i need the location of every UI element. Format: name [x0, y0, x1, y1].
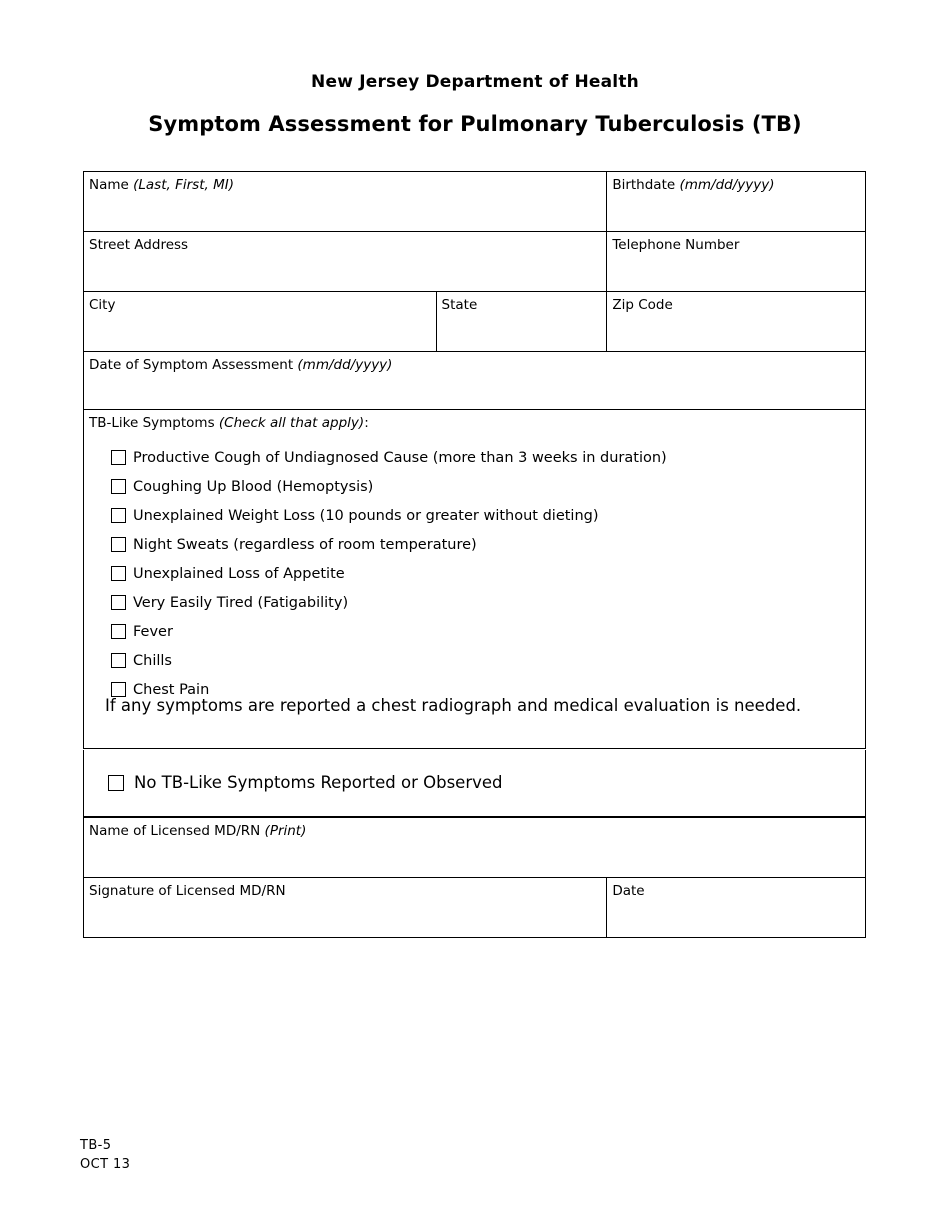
- checkbox-icon[interactable]: [111, 566, 126, 581]
- symptom-label: Productive Cough of Undiagnosed Cause (more than 3 weeks in duration): [133, 449, 667, 466]
- field-street-address[interactable]: [84, 232, 606, 291]
- footer: [80, 1136, 130, 1174]
- symptom-label: Coughing Up Blood (Hemoptysis): [133, 478, 374, 495]
- field-name-label: Name (Last, First, MI): [89, 177, 234, 193]
- symptom-checkbox-list: [89, 443, 865, 704]
- field-assessment-date-label: Date of Symptom Assessment (mm/dd/yyyy): [89, 357, 393, 373]
- row-signature-date: [83, 877, 866, 938]
- field-state[interactable]: [436, 292, 607, 351]
- symptom-item[interactable]: [111, 588, 865, 617]
- symptom-item[interactable]: [111, 472, 865, 501]
- field-street-address-label: Street Address: [89, 237, 189, 253]
- field-telephone-label: Telephone Number: [612, 237, 740, 253]
- checkbox-icon[interactable]: [111, 508, 126, 523]
- checkbox-icon[interactable]: [111, 624, 126, 639]
- symptom-label: Chills: [133, 652, 172, 669]
- patient-form-table: [83, 171, 866, 938]
- symptom-label: Very Easily Tired (Fatigability): [133, 594, 349, 611]
- form-revision: OCT 13: [80, 1157, 131, 1172]
- symptom-label: Unexplained Weight Loss (10 pounds or greater without dieting): [133, 507, 599, 524]
- field-signature-label: Signature of Licensed MD/RN: [89, 883, 286, 899]
- checkbox-icon[interactable]: [111, 479, 126, 494]
- field-state-label: State: [441, 297, 478, 313]
- field-city[interactable]: [84, 292, 436, 351]
- checkbox-icon[interactable]: [111, 450, 126, 465]
- symptom-item[interactable]: [111, 530, 865, 559]
- field-city-label: City: [89, 297, 116, 313]
- symptoms-section: [83, 409, 866, 749]
- field-zip-code-label: Zip Code: [612, 297, 673, 313]
- symptom-label: Night Sweats (regardless of room temperature): [133, 536, 477, 553]
- symptom-item[interactable]: [111, 646, 865, 675]
- field-signature-date-label: Date: [612, 883, 645, 899]
- row-city-state-zip: [83, 291, 866, 351]
- symptoms-note: If any symptoms are reported a chest radiograph and medical evaluation is needed.: [105, 696, 802, 715]
- symptoms-heading: TB-Like Symptoms (Check all that apply):: [89, 415, 369, 431]
- row-name-birthdate: [83, 171, 866, 231]
- field-birthdate[interactable]: [606, 172, 865, 231]
- symptom-item[interactable]: [111, 443, 865, 472]
- row-print-name: [83, 817, 866, 877]
- field-telephone[interactable]: [606, 232, 865, 291]
- row-address-telephone: [83, 231, 866, 291]
- field-assessment-date[interactable]: [84, 352, 865, 409]
- no-symptoms-section[interactable]: [83, 750, 866, 817]
- symptom-label: Fever: [133, 623, 173, 640]
- symptom-item[interactable]: [111, 617, 865, 646]
- field-zip-code[interactable]: [606, 292, 865, 351]
- checkbox-icon[interactable]: [111, 682, 126, 697]
- field-birthdate-label: Birthdate (mm/dd/yyyy): [612, 177, 775, 193]
- checkbox-icon[interactable]: [111, 595, 126, 610]
- symptom-item[interactable]: [111, 501, 865, 530]
- field-signature-date[interactable]: [606, 878, 865, 937]
- row-assessment-date: [83, 351, 866, 409]
- checkbox-icon[interactable]: [111, 653, 126, 668]
- field-print-name[interactable]: [84, 818, 865, 877]
- form-id: TB-5: [80, 1138, 112, 1153]
- field-name[interactable]: [84, 172, 606, 231]
- checkbox-icon[interactable]: [108, 775, 124, 791]
- symptom-item[interactable]: [111, 559, 865, 588]
- field-print-name-label: Name of Licensed MD/RN (Print): [89, 823, 307, 839]
- checkbox-icon[interactable]: [111, 537, 126, 552]
- symptom-label: Chest Pain: [133, 681, 210, 698]
- organization-title: New Jersey Department of Health: [311, 72, 639, 92]
- document-title: Symptom Assessment for Pulmonary Tuberculosis (TB): [148, 112, 802, 136]
- symptom-label: Unexplained Loss of Appetite: [133, 565, 345, 582]
- field-signature[interactable]: [84, 878, 606, 937]
- no-symptoms-label: No TB-Like Symptoms Reported or Observed: [134, 773, 503, 792]
